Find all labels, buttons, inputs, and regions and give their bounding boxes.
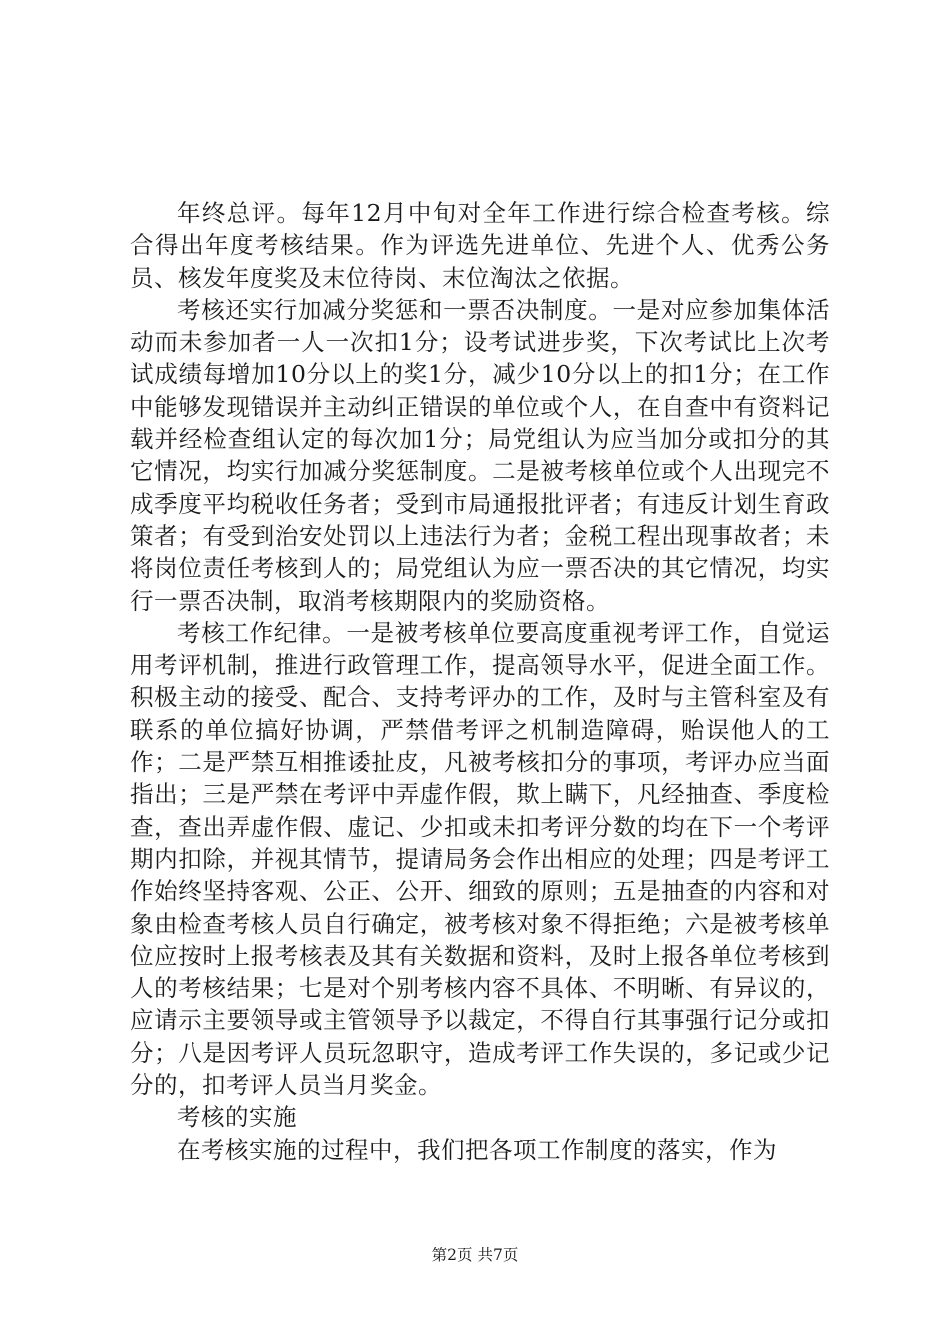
paragraph-implementation: 在考核实施的过程中，我们把各项工作制度的落实，作为 xyxy=(177,1135,777,1164)
paragraph-annual-review: 年终总评。每年12月中旬对全年工作进行综合检查考核。综合得出年度考核结果。作为评选先进单位、先进个人、优秀公务员、核发年度奖及末位待岗、末位淘汰之依据。 xyxy=(130,199,830,292)
paragraph-assessment-discipline: 考核工作纪律。一是被考核单位要高度重视考评工作，自觉运用考评机制，推进行政管理工作，提高领导水平，促进全面工作。积极主动的接受、配合、支持考评办的工作，及时与主管科室及有联系的单位搞好协调，严禁借考评之机制造障碍，贻误他人的工作；二是严禁互相推诿扯皮，凡被考核扣分的事项，考评办应当面指出；三是严禁在考评中弄虚作假，欺上瞒下，凡经抽查、季度检查，查出弄虚作假、虚记、少扣或未扣考评分数的均在下一个考评期内扣除，并视其情节，提请局务会作出相应的处理；四是考评工作始终坚持客观、公正、公开、细致的原则；五是抽查的内容和对象由检查考核人员自行确定，被考核对象不得拒绝；六是被考核单位应按时上报考核表及其有关数据和资料，及时上报各单位考核到人的考核结果；七是对个别考核内容不具体、不明晰、有异议的，应请示主要领导或主管领导予以裁定，不得自行其事强行记分或扣分；八是因考评人员玩忽职守，造成考评工作失误的，多记或少记分的，扣考评人员当月奖金。 xyxy=(130,618,830,1100)
page-footer: 第2页 共7页 xyxy=(431,1246,519,1264)
paragraph-bonus-penalty-veto: 考核还实行加减分奖惩和一票否决制度。一是对应参加集体活动而未参加者一人一次扣1分；设考试进步奖，下次考试比上次考试成绩每增加10分以上的奖1分，减少10分以上的扣1分；在工作中能够发现错误并主动纠正错误的单位或个人，在自查中有资料记载并经检查组认定的每次加1分；局党组认为应当加分或扣分的其它情况，均实行加减分奖惩制度。二是被考核单位或个人出现完不成季度平均税收任务者；受到市局通报批评者；有违反计划生育政策者；有受到治安处罚以上违法行为者；金税工程出现事故者；未将岗位责任考核到人的；局党组认为应一票否决的其它情况，均实行一票否决制，取消考核期限内的奖励资格。 xyxy=(130,295,830,615)
section-heading-implementation: 考核的实施 xyxy=(177,1103,297,1132)
document-body xyxy=(130,197,830,1166)
